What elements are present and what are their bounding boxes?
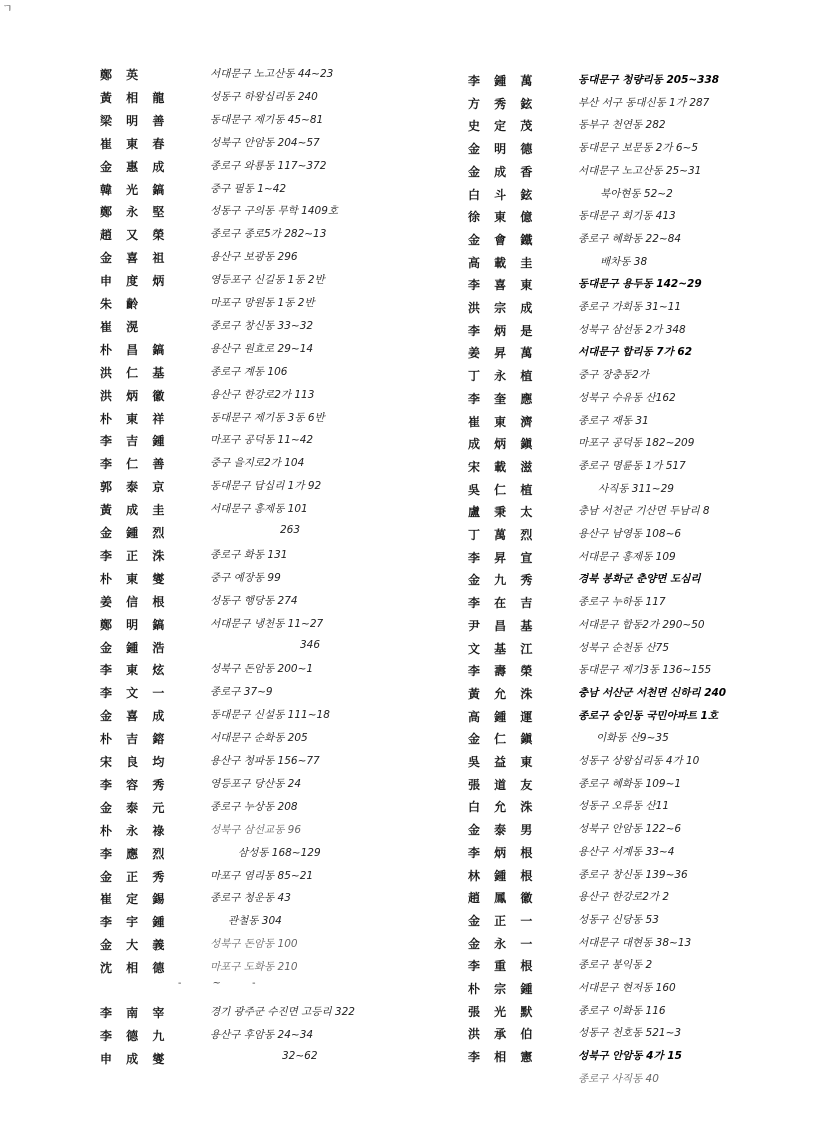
person-name: 白 斗 鉉	[468, 187, 538, 202]
person-name: 趙 鳳 徽	[468, 891, 538, 906]
person-name: 朴 宗 鍾	[468, 982, 538, 996]
address-text: 종로구 봉익동 2	[578, 959, 653, 972]
address-text: 용산구 서계동 33~4	[578, 845, 675, 858]
address-text: 성북구 삼선교동 96	[210, 823, 302, 836]
person-name: 金 正 秀	[100, 869, 170, 884]
person-name: 宋 載 滋	[468, 459, 538, 474]
address-text: 서대문구 대현동 38~13	[578, 936, 692, 949]
address-text: 북아현동 52~2	[600, 187, 673, 200]
person-name: 李 喜 東	[468, 278, 538, 293]
address-text: 배차동 38	[600, 255, 648, 268]
person-name: 高 鍾 運	[468, 709, 538, 724]
person-name: 崔 東 春	[100, 136, 170, 151]
address-text: 서대문구 현저동 160	[578, 982, 676, 994]
person-name: 李 宇 鍾	[100, 915, 170, 930]
person-name: 李 應 烈	[100, 846, 170, 861]
address-text: 동대문구 제기3동 136~155	[578, 664, 712, 677]
address-text: 성북구 돈암동 100	[210, 938, 298, 951]
person-name: 金 成 香	[468, 164, 538, 179]
person-name: 張 道 友	[468, 777, 538, 792]
address-text: 서대문구 순화동 205	[210, 732, 308, 745]
address-text: 경기 광주군 수진면 고등리 322	[210, 1006, 355, 1018]
address-text: 중구 을지로2가 104	[210, 457, 305, 470]
person-name: 朴 東 祥	[100, 411, 170, 426]
person-name: 洪 承 伯	[468, 1027, 538, 1042]
person-name: 林 鍾 根	[468, 868, 538, 883]
address-text: 346	[300, 638, 321, 651]
address-text: 종로구 숭인동 국민아파트 1호	[578, 709, 718, 722]
address-text: 마포구 공덕동 182~209	[578, 437, 695, 450]
address-text: 마포구 공덕동 11~42	[210, 434, 314, 447]
address-text: 성동구 행당동 274	[210, 594, 298, 607]
person-name: 李 炳 根	[468, 845, 538, 860]
address-text: 중구 필동 1~42	[210, 182, 287, 195]
address-text: 종로구 37~9	[210, 686, 273, 699]
person-name: 方 秀 鉉	[468, 96, 538, 111]
person-name: 李 德 九	[100, 1028, 170, 1043]
address-text: 삼성동 168~129	[238, 846, 321, 859]
address-text: 32~62	[282, 1049, 318, 1062]
person-name: 李 吉 鍾	[100, 434, 170, 449]
address-text: 마포구 염리동 85~21	[210, 869, 314, 882]
address-text: 263	[280, 524, 301, 536]
person-name: 李 東 炫	[100, 663, 170, 678]
address-text: 영등포구 당산동 24	[210, 777, 302, 790]
address-text: 종로구 종로5가 282~13	[210, 228, 327, 241]
address-text: 서대문구 홍제동 101	[210, 503, 308, 516]
person-name: 金 泰 元	[100, 800, 170, 815]
person-name: 李 昇 宣	[468, 550, 538, 565]
person-name: 黃 相 龍	[100, 90, 170, 105]
person-name: 趙 又 榮	[100, 228, 170, 243]
address-text: 중구 장충동2가	[578, 369, 649, 382]
person-name: 文 基 江	[468, 641, 538, 656]
address-text: 동대문구 제기동 45~81	[210, 113, 324, 126]
address-text: 종로구 누하동 117	[578, 596, 666, 609]
address-text: 성동구 오류동 산11	[578, 800, 670, 813]
person-name: 朴 永 祿	[100, 823, 170, 838]
person-name: 李 壽 榮	[468, 664, 538, 679]
person-name: 金 鍾 浩	[100, 640, 170, 655]
address-text: 성북구 안암동 122~6	[578, 823, 682, 836]
address-text: 종로구 사직동 40	[578, 1072, 659, 1085]
address-text: 종로구 누상동 208	[210, 800, 298, 813]
address-text: 용산구 한강로2가 113	[210, 388, 315, 401]
address-text: 종로구 창신동 139~36	[578, 868, 688, 881]
person-name: 朱 齡	[100, 297, 144, 311]
person-name: 宋 良 均	[100, 755, 170, 769]
person-name: 韓 光 鎬	[100, 182, 170, 197]
address-text: 종로구 이화동 116	[578, 1004, 666, 1017]
address-text: 종로구 화동 131	[210, 548, 288, 561]
person-name: 郭 泰 京	[100, 480, 170, 495]
person-name: 崔 定 錫	[100, 892, 170, 907]
address-text: 성동구 신당동 53	[578, 913, 659, 926]
address-text: 중구 예장동 99	[210, 571, 281, 584]
person-name: 鄭 明 鎬	[100, 617, 170, 632]
address-text: 종로구 재동 31	[578, 414, 649, 427]
column-break-marks: - ~ -	[178, 978, 270, 989]
address-text: 서대문구 냉천동 11~27	[210, 617, 324, 630]
person-name: 黃 允 洙	[468, 686, 538, 701]
person-name: 張 光 默	[468, 1004, 538, 1019]
person-name: 姜 昇 萬	[468, 346, 538, 361]
address-text: 성동구 구의동 무학 1409호	[210, 205, 339, 218]
person-name: 洪 炳 徽	[100, 388, 170, 403]
person-name: 史 定 茂	[468, 119, 538, 134]
person-name: 朴 昌 鎬	[100, 342, 170, 357]
address-text: 서대문구 노고산동 44~23	[210, 68, 334, 80]
address-text: 용산구 남영동 108~6	[578, 528, 682, 540]
address-text: 성북구 안암동 4가 15	[578, 1050, 682, 1063]
person-name: 崔 滉	[100, 319, 144, 334]
person-name: 申 度 炳	[100, 274, 170, 289]
person-name: 吳 益 東	[468, 755, 538, 769]
person-name: 崔 東 濟	[468, 414, 538, 429]
address-text: 성동구 상왕십리동 4가 10	[578, 755, 700, 767]
person-name: 李 鍾 萬	[468, 74, 538, 88]
person-name: 李 文 一	[100, 686, 170, 701]
person-name: 金 泰 男	[468, 823, 538, 838]
person-name: 朴 吉 鎔	[100, 732, 170, 747]
address-text: 경북 봉화군 춘양면 도심리	[578, 573, 701, 586]
address-text: 동대문구 회기동 413	[578, 210, 676, 223]
address-text: 충남 서산군 서천면 신하리 240	[578, 686, 727, 699]
person-name: 吳 仁 植	[468, 482, 538, 497]
person-name: 盧 秉 太	[468, 505, 538, 520]
person-name: 鄭 英	[100, 68, 144, 82]
person-name: 金 會 鐵	[468, 232, 538, 247]
person-name: 李 容 秀	[100, 777, 170, 792]
person-name: 李 炳 是	[468, 323, 538, 338]
address-text: 종로구 가회동 31~11	[578, 301, 682, 313]
address-text: 마포구 망원동 1동 2반	[210, 297, 315, 309]
person-name: 李 南 宰	[100, 1006, 170, 1020]
address-text: 서대문구 노고산동 25~31	[578, 164, 702, 177]
person-name: 金 惠 成	[100, 159, 170, 174]
address-text: 용산구 원효로 29~14	[210, 342, 314, 355]
person-name: 丁 永 植	[468, 369, 538, 384]
address-text: 동부구 천연동 282	[578, 119, 666, 132]
person-name: 李 仁 善	[100, 457, 170, 472]
address-text: 사직동 311~29	[598, 482, 674, 495]
address-text: 용산구 한강로2가 2	[578, 891, 670, 904]
address-text: 성북구 안암동 204~57	[210, 136, 320, 149]
address-text: 서대문구 합동2가 290~50	[578, 618, 705, 631]
address-text: 용산구 후암동 24~34	[210, 1028, 314, 1041]
person-name: 金 鍾 烈	[100, 526, 170, 540]
address-text: 동대문구 용두동 142~29	[578, 278, 702, 291]
address-text: 마포구 도화동 210	[210, 961, 298, 974]
person-name: 金 正 一	[468, 913, 538, 928]
person-name: 丁 萬 烈	[468, 528, 538, 542]
person-name: 金 喜 成	[100, 709, 170, 724]
address-text: 동대문구 신설동 111~18	[210, 709, 330, 722]
person-name: 鄭 永 堅	[100, 205, 170, 220]
address-text: 영등포구 신길동 1동 2반	[210, 274, 325, 287]
address-text: 용산구 청파동 156~77	[210, 755, 320, 767]
address-text: 서대문구 합리동 7가 62	[578, 346, 693, 359]
address-text: 성북구 삼선동 2가 348	[578, 323, 686, 336]
address-text: 종로구 창신동 33~32	[210, 319, 314, 332]
person-name: 李 奎 應	[468, 391, 538, 406]
address-text: 성북구 돈암동 200~1	[210, 663, 314, 676]
address-text: 성동구 천호동 521~3	[578, 1027, 682, 1040]
address-text: 충남 서천군 기산면 두남리 8	[578, 505, 710, 518]
address-text: 종로구 청운동 43	[210, 892, 291, 905]
person-name: 白 允 洙	[468, 800, 538, 815]
person-name: 申 成 燮	[100, 1051, 170, 1066]
person-name: 金 九 秀	[468, 573, 538, 588]
address-text: 동대문구 제기동 3동 6반	[210, 411, 325, 424]
address-text: 종로구 명륜동 1가 517	[578, 459, 686, 472]
person-name: 李 在 吉	[468, 596, 538, 611]
address-text: 성북구 수유동 산162	[578, 391, 676, 404]
person-name: 梁 明 善	[100, 113, 170, 128]
person-name: 姜 信 根	[100, 594, 170, 609]
address-text: 동대문구 답십리 1가 92	[210, 480, 322, 493]
person-name: 金 明 德	[468, 142, 538, 157]
person-name: 金 永 一	[468, 936, 538, 951]
address-text: 종로구 혜화동 109~1	[578, 777, 682, 790]
person-name: 沈 相 德	[100, 961, 170, 976]
person-name: 李 相 憲	[468, 1050, 538, 1065]
person-name: 尹 昌 基	[468, 618, 538, 633]
address-text: 성북구 순천동 산75	[578, 641, 670, 654]
address-text: 종로구 계동 106	[210, 365, 288, 378]
address-text: 서대문구 홍제동 109	[578, 550, 676, 563]
person-name: 李 正 洙	[100, 548, 170, 563]
address-text: 부산 서구 동대신동 1가 287	[578, 96, 710, 109]
address-text: 종로구 와룡동 117~372	[210, 159, 327, 172]
person-name: 洪 仁 基	[100, 365, 170, 380]
address-text: 종로구 혜화동 22~84	[578, 232, 682, 245]
person-name: 金 仁 鎭	[468, 732, 538, 747]
person-name: 朴 東 燮	[100, 571, 170, 586]
person-name: 黃 成 圭	[100, 503, 170, 518]
person-name: 金 大 義	[100, 938, 170, 953]
address-text: 동대문구 보문동 2가 6~5	[578, 142, 698, 155]
address-text: 성동구 하왕십리동 240	[210, 90, 318, 103]
corner-mark: ㄱ	[2, 2, 13, 15]
person-name: 徐 東 億	[468, 210, 538, 225]
person-name: 李 重 根	[468, 959, 538, 974]
address-text: 동대문구 청량리동 205~338	[578, 74, 720, 86]
address-text: 관철동 304	[228, 915, 282, 928]
address-text: 이화동 산9~35	[596, 732, 669, 745]
address-text: 용산구 보광동 296	[210, 251, 298, 264]
person-name: 洪 宗 成	[468, 301, 538, 315]
person-name: 金 喜 祖	[100, 251, 170, 266]
person-name: 高 載 圭	[468, 255, 538, 270]
person-name: 成 炳 鎭	[468, 437, 538, 452]
